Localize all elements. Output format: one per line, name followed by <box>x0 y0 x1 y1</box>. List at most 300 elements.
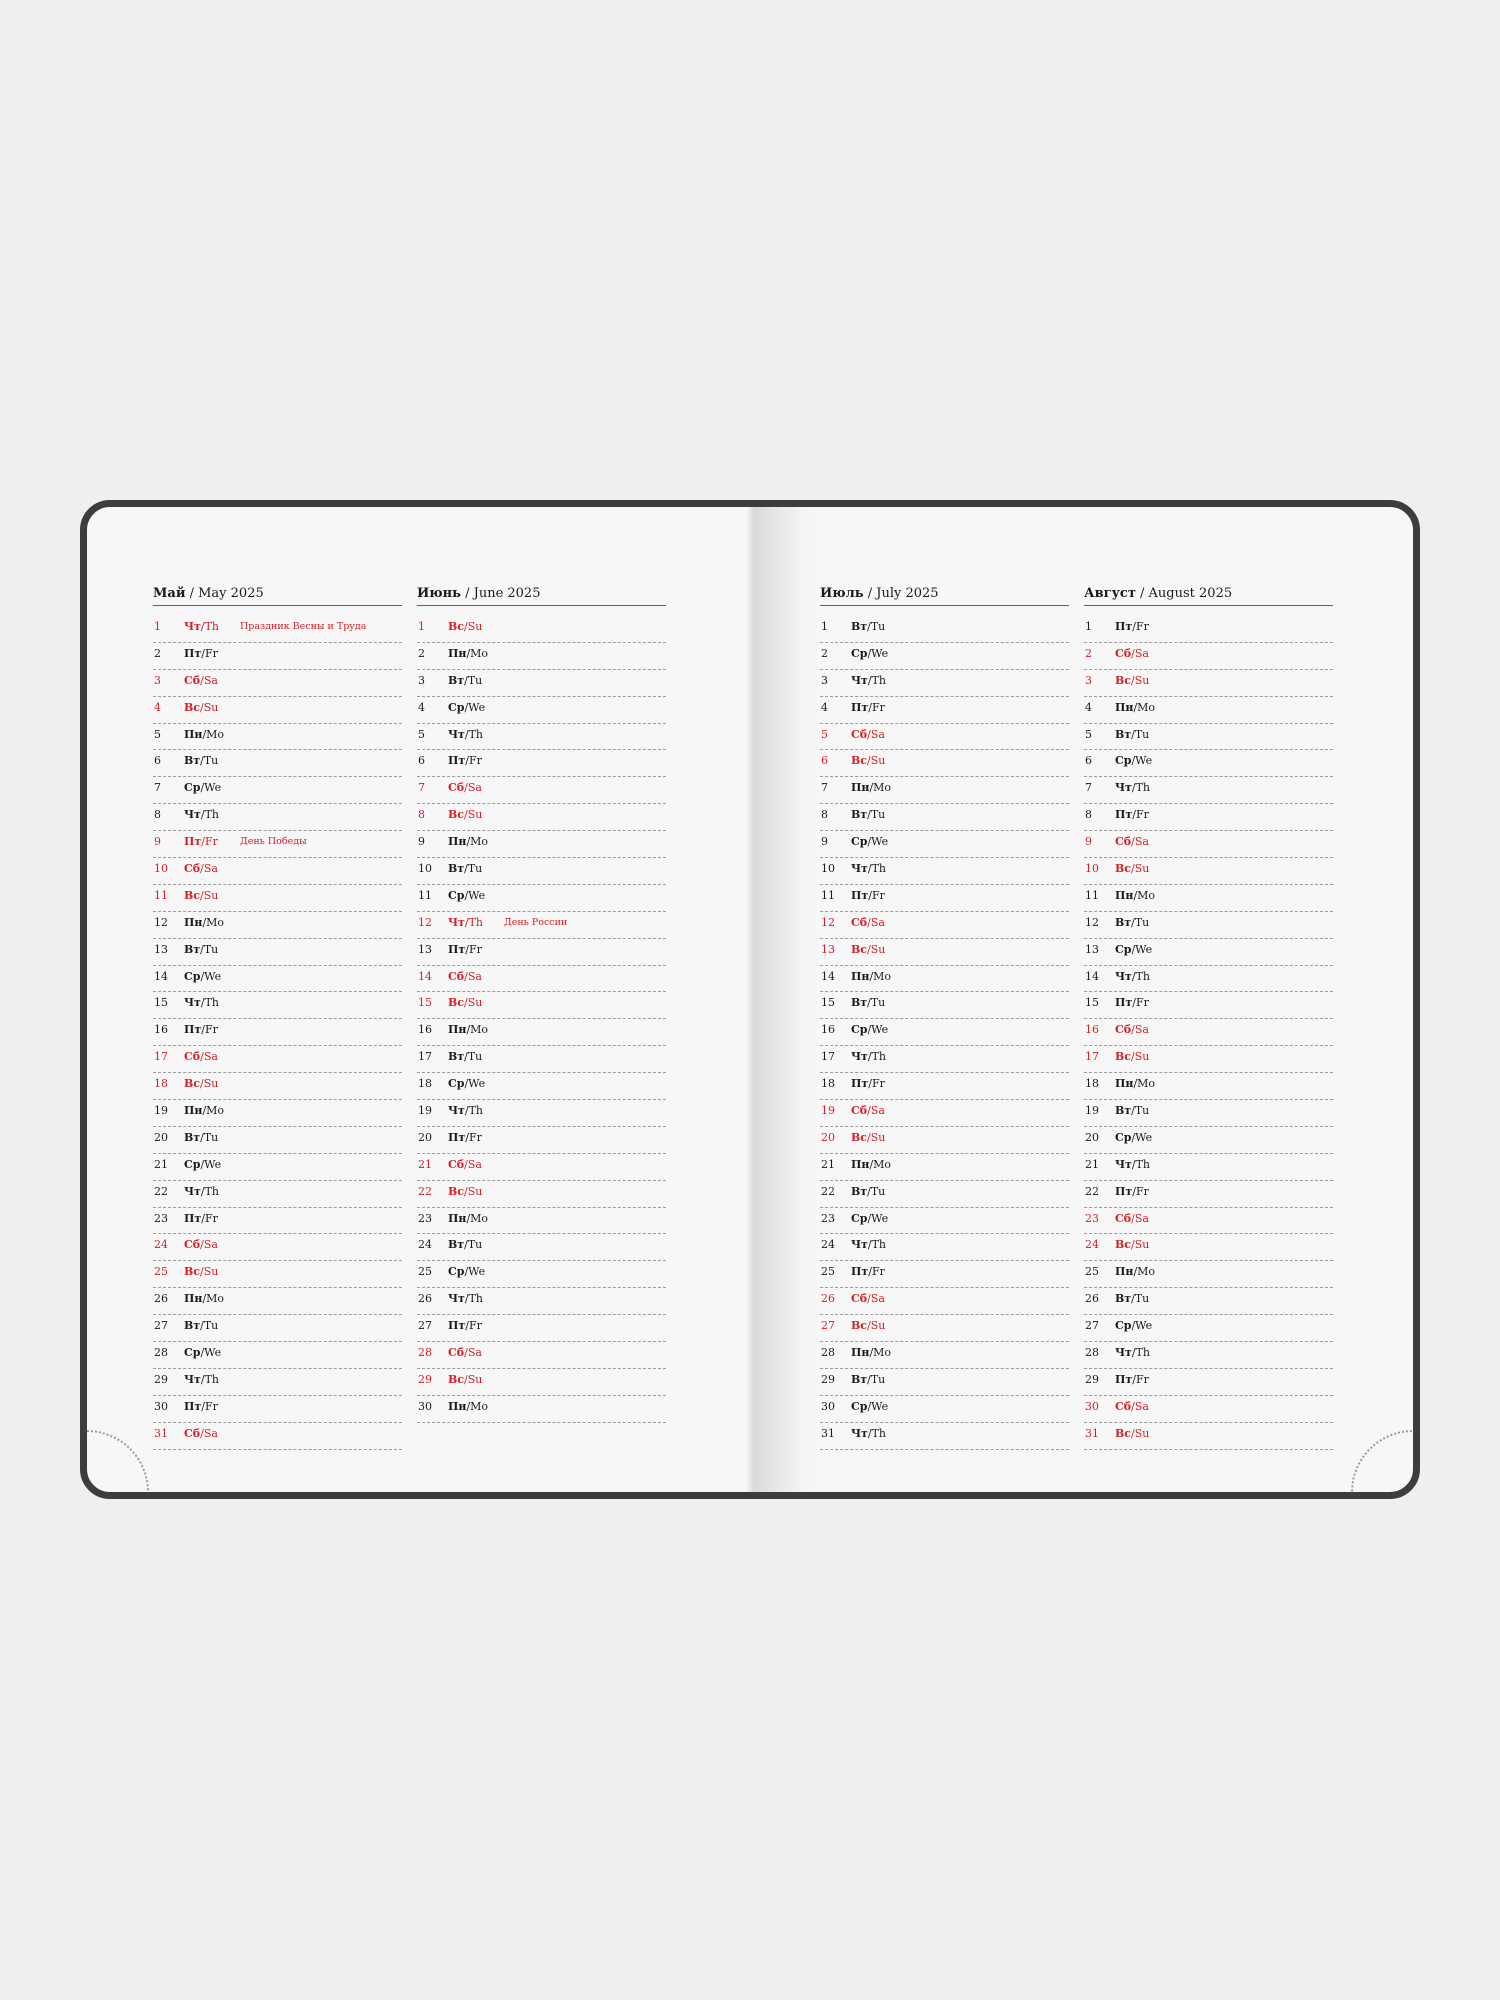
weekday-ru: Ср <box>1115 1319 1132 1333</box>
day-row <box>1084 831 1333 858</box>
day-row <box>153 1154 402 1181</box>
day-number: 31 <box>1085 1426 1099 1440</box>
weekday-ru: Пт <box>1115 808 1133 822</box>
weekday-en: Fr <box>1135 620 1149 633</box>
day-row <box>820 1261 1069 1288</box>
weekday: Пт/Fr <box>1115 1372 1149 1386</box>
weekday-ru: Вт <box>851 620 868 633</box>
weekday-ru: Пн <box>448 1399 467 1413</box>
day-number: 16 <box>1085 1023 1099 1037</box>
weekday: Вс/Su <box>448 808 483 822</box>
weekday-en: Mo <box>470 646 489 660</box>
weekday: Пн/Mo <box>184 727 225 741</box>
day-row <box>1084 750 1333 777</box>
weekday-ru: Ср <box>184 1346 201 1360</box>
weekday-en: Mo <box>873 969 892 983</box>
day-row <box>1084 939 1333 966</box>
weekday: Вт/Tu <box>851 1184 886 1198</box>
weekday-ru: Сб <box>184 862 201 876</box>
day-number: 21 <box>154 1157 168 1171</box>
weekday: Ср/We <box>851 835 889 849</box>
holiday-label: День России <box>504 916 568 928</box>
day-row <box>153 1234 402 1261</box>
weekday-ru: Сб <box>851 727 868 741</box>
weekday: Вт/Tu <box>1115 1104 1150 1118</box>
day-row <box>417 1127 666 1154</box>
day-row <box>1084 1019 1333 1046</box>
day-number: 25 <box>821 1265 835 1279</box>
weekday-en: Th <box>204 808 220 822</box>
weekday: Вт/Tu <box>448 862 483 876</box>
month-title: Июнь / June 2025 <box>417 584 666 606</box>
day-number: 18 <box>154 1077 168 1091</box>
weekday: Пт/Fr <box>448 1130 482 1144</box>
month-title-en: May 2025 <box>198 586 264 601</box>
day-row <box>417 616 666 643</box>
day-row <box>153 1261 402 1288</box>
weekday-ru: Вт <box>851 808 868 822</box>
day-row <box>153 670 402 697</box>
weekday-ru: Чт <box>184 996 201 1010</box>
weekday: Сб/Sa <box>184 1426 218 1440</box>
weekday-ru: Чт <box>184 620 201 633</box>
weekday-en: Fr <box>871 1265 885 1279</box>
day-row <box>153 1288 402 1315</box>
weekday: Чт/Th <box>851 862 887 876</box>
day-row <box>820 643 1069 670</box>
weekday-en: Su <box>1134 673 1150 687</box>
day-row <box>1084 1073 1333 1100</box>
weekday: Пт/Fr <box>1115 808 1149 822</box>
day-number: 31 <box>821 1426 835 1440</box>
holiday-label: Праздник Весны и Труда <box>240 621 367 632</box>
day-row <box>153 885 402 912</box>
weekday-en: We <box>468 1265 486 1279</box>
day-row <box>153 1073 402 1100</box>
weekday: Вс/Su <box>851 754 886 768</box>
day-row <box>1084 1342 1333 1369</box>
weekday: Вс/Su <box>184 1077 219 1091</box>
day-row <box>417 1073 666 1100</box>
weekday-en: Fr <box>871 888 885 902</box>
weekday: Ср/We <box>1115 1130 1153 1144</box>
weekday: Сб/Sa <box>1115 835 1149 849</box>
weekday-en: We <box>871 1399 889 1413</box>
weekday-en: Fr <box>1135 996 1149 1010</box>
weekday-ru: Чт <box>1115 1157 1132 1171</box>
weekday-ru: Вт <box>851 1372 868 1386</box>
weekday-ru: Вт <box>1115 1292 1132 1306</box>
weekday: Пн/Mo <box>851 1157 892 1171</box>
day-number: 22 <box>154 1184 168 1198</box>
weekday: Пн/Mo <box>851 1346 892 1360</box>
weekday: Чт/Th <box>448 1104 484 1118</box>
weekday-en: Sa <box>870 1104 885 1118</box>
weekday: Сб/Sa <box>851 915 885 929</box>
day-number: 13 <box>154 942 168 956</box>
weekday-ru: Сб <box>448 1157 465 1171</box>
month-title-en: June 2025 <box>473 586 541 601</box>
day-number: 23 <box>418 1211 432 1225</box>
weekday: Чт/Th <box>1115 1157 1151 1171</box>
day-row <box>1084 616 1333 643</box>
weekday: Вт/Tu <box>851 1372 886 1386</box>
weekday-ru: Пт <box>184 1399 202 1413</box>
day-row <box>417 777 666 804</box>
day-number: 2 <box>1085 646 1092 660</box>
weekday: Сб/Sa <box>184 1238 218 1252</box>
day-number: 7 <box>154 781 161 795</box>
weekday-ru: Чт <box>851 1426 868 1440</box>
weekday-en: Fr <box>204 646 218 660</box>
weekday-ru: Чт <box>448 727 465 741</box>
weekday-ru: Вт <box>1115 727 1132 741</box>
weekday: Ср/We <box>448 1265 486 1279</box>
weekday-en: Mo <box>206 727 225 741</box>
day-number: 22 <box>821 1184 835 1198</box>
weekday-ru: Пт <box>448 1130 466 1144</box>
weekday-ru: Чт <box>448 1292 465 1306</box>
weekday: Вт/Tu <box>448 1050 483 1064</box>
weekday-en: Fr <box>871 700 885 714</box>
day-row <box>153 1369 402 1396</box>
day-number: 12 <box>821 915 835 929</box>
weekday-ru: Сб <box>851 915 868 929</box>
weekday: Ср/We <box>851 1211 889 1225</box>
weekday: Ср/We <box>851 1399 889 1413</box>
day-number: 1 <box>1085 620 1092 633</box>
weekday-ru: Ср <box>184 1157 201 1171</box>
weekday: Пн/Mo <box>184 1292 225 1306</box>
weekday-en: Su <box>1134 1050 1150 1064</box>
day-number: 26 <box>1085 1292 1099 1306</box>
day-number: 8 <box>821 808 828 822</box>
weekday: Сб/Sa <box>184 862 218 876</box>
weekday-en: Tu <box>467 1050 483 1064</box>
weekday: Чт/Th <box>184 996 220 1010</box>
day-row <box>820 1315 1069 1342</box>
day-row <box>820 724 1069 751</box>
day-number: 16 <box>418 1023 432 1037</box>
weekday-ru: Сб <box>1115 1023 1132 1037</box>
day-number: 7 <box>418 781 425 795</box>
day-number: 13 <box>821 942 835 956</box>
weekday: Сб/Sa <box>184 1050 218 1064</box>
weekday: Пн/Mo <box>851 969 892 983</box>
day-row <box>1084 992 1333 1019</box>
weekday-en: Th <box>1135 969 1151 983</box>
day-number: 20 <box>154 1130 168 1144</box>
weekday: Чт/Th <box>851 673 887 687</box>
weekday-en: Th <box>871 862 887 876</box>
weekday-ru: Вс <box>851 942 867 956</box>
weekday-ru: Ср <box>851 835 868 849</box>
day-row <box>153 750 402 777</box>
weekday-ru: Ср <box>448 888 465 902</box>
day-number: 4 <box>418 700 425 714</box>
weekday: Пн/Mo <box>448 1023 489 1037</box>
day-row <box>417 992 666 1019</box>
weekday-en: Su <box>203 1077 219 1091</box>
weekday-ru: Сб <box>1115 1211 1132 1225</box>
weekday-ru: Пн <box>1115 888 1134 902</box>
day-number: 6 <box>154 754 161 768</box>
weekday: Сб/Sa <box>448 969 482 983</box>
weekday-en: Fr <box>204 1023 218 1037</box>
day-row <box>153 1423 402 1450</box>
weekday: Сб/Sa <box>448 781 482 795</box>
day-row <box>1084 1423 1333 1450</box>
weekday-en: Su <box>203 888 219 902</box>
day-row <box>1084 1396 1333 1423</box>
day-number: 28 <box>154 1346 168 1360</box>
weekday-ru: Вс <box>184 1265 200 1279</box>
day-number: 11 <box>821 888 835 902</box>
weekday-en: Th <box>204 620 220 633</box>
weekday: Вс/Su <box>184 1265 219 1279</box>
day-row <box>820 670 1069 697</box>
weekday-en: Fr <box>871 1077 885 1091</box>
weekday-en: Mo <box>206 1292 225 1306</box>
weekday-ru: Вт <box>851 1184 868 1198</box>
day-row <box>153 724 402 751</box>
weekday: Сб/Sa <box>851 727 885 741</box>
weekday-en: Su <box>467 1184 483 1198</box>
day-row <box>1084 1181 1333 1208</box>
weekday: Вс/Su <box>448 996 483 1010</box>
day-list <box>417 616 666 1423</box>
weekday-ru: Пт <box>448 1319 466 1333</box>
weekday-ru: Ср <box>1115 942 1132 956</box>
day-row <box>820 1019 1069 1046</box>
day-number: 29 <box>1085 1372 1099 1386</box>
weekday-en: Mo <box>470 835 489 849</box>
weekday-ru: Пн <box>448 646 467 660</box>
day-row <box>820 939 1069 966</box>
day-row <box>1084 1127 1333 1154</box>
day-row <box>1084 966 1333 993</box>
weekday: Вс/Su <box>851 1130 886 1144</box>
weekday-ru: Пн <box>851 781 870 795</box>
weekday-en: Fr <box>1135 808 1149 822</box>
weekday-ru: Пн <box>851 969 870 983</box>
weekday: Ср/We <box>448 700 486 714</box>
weekday: Ср/We <box>184 781 222 795</box>
weekday-en: Tu <box>203 942 219 956</box>
day-number: 10 <box>821 862 835 876</box>
day-row <box>820 697 1069 724</box>
day-number: 5 <box>821 727 828 741</box>
day-number: 19 <box>1085 1104 1099 1118</box>
day-number: 2 <box>418 646 425 660</box>
weekday-en: Sa <box>1134 646 1149 660</box>
day-number: 28 <box>821 1346 835 1360</box>
weekday-en: Th <box>468 727 484 741</box>
weekday: Вт/Tu <box>851 620 886 633</box>
day-number: 30 <box>154 1399 168 1413</box>
weekday-ru: Вт <box>1115 915 1132 929</box>
day-number: 14 <box>1085 969 1099 983</box>
weekday-en: Su <box>467 1372 483 1386</box>
weekday-ru: Чт <box>1115 1346 1132 1360</box>
weekday: Ср/We <box>184 969 222 983</box>
day-number: 4 <box>1085 700 1092 714</box>
weekday: Пн/Mo <box>448 1399 489 1413</box>
weekday-ru: Чт <box>851 862 868 876</box>
day-row <box>153 966 402 993</box>
weekday: Ср/We <box>448 888 486 902</box>
weekday: Вт/Tu <box>184 754 219 768</box>
weekday: Чт/Th <box>184 1372 220 1386</box>
weekday: Пт/Fr <box>851 1265 885 1279</box>
corner-pocket-marking <box>80 1430 149 1499</box>
weekday-en: We <box>1135 942 1153 956</box>
weekday-ru: Пт <box>1115 620 1133 633</box>
day-number: 29 <box>821 1372 835 1386</box>
weekday: Чт/Th <box>851 1426 887 1440</box>
weekday-ru: Вт <box>184 1130 201 1144</box>
weekday-en: We <box>871 835 889 849</box>
day-row <box>820 1234 1069 1261</box>
day-number: 7 <box>1085 781 1092 795</box>
weekday: Пт/Fr <box>851 700 885 714</box>
weekday-en: We <box>871 646 889 660</box>
weekday-ru: Пт <box>184 1211 202 1225</box>
weekday: Пт/Fr <box>184 1211 218 1225</box>
weekday-ru: Вс <box>448 1184 464 1198</box>
day-row <box>153 1181 402 1208</box>
day-row <box>1084 670 1333 697</box>
day-number: 8 <box>154 808 161 822</box>
day-number: 3 <box>1085 673 1092 687</box>
day-number: 21 <box>821 1157 835 1171</box>
weekday-en: Th <box>1135 1157 1151 1171</box>
weekday-en: Sa <box>467 781 482 795</box>
day-row <box>1084 885 1333 912</box>
weekday-en: We <box>1135 754 1153 768</box>
weekday: Вт/Tu <box>448 1238 483 1252</box>
day-row <box>417 750 666 777</box>
weekday-ru: Сб <box>448 1346 465 1360</box>
weekday-en: Th <box>871 1426 887 1440</box>
weekday-ru: Вс <box>448 808 464 822</box>
day-row <box>820 885 1069 912</box>
weekday-en: Fr <box>204 1399 218 1413</box>
day-row <box>153 616 402 643</box>
day-row <box>153 777 402 804</box>
day-row <box>1084 1369 1333 1396</box>
month-title: Август / August 2025 <box>1084 584 1333 606</box>
weekday: Пт/Fr <box>448 1319 482 1333</box>
weekday-en: We <box>468 1077 486 1091</box>
weekday-ru: Чт <box>851 1238 868 1252</box>
day-number: 11 <box>418 888 432 902</box>
day-number: 1 <box>821 620 828 633</box>
weekday-ru: Вс <box>851 1130 867 1144</box>
weekday: Сб/Sa <box>1115 1023 1149 1037</box>
weekday: Вс/Su <box>448 1184 483 1198</box>
weekday-ru: Вс <box>184 888 200 902</box>
day-number: 4 <box>154 700 161 714</box>
month-title: Май / May 2025 <box>153 584 402 606</box>
weekday: Сб/Sa <box>851 1104 885 1118</box>
day-row <box>820 1342 1069 1369</box>
weekday-en: Mo <box>873 1346 892 1360</box>
day-row <box>1084 697 1333 724</box>
weekday-ru: Пт <box>1115 1184 1133 1198</box>
day-number: 30 <box>1085 1399 1099 1413</box>
weekday: Сб/Sa <box>1115 1211 1149 1225</box>
day-number: 9 <box>418 835 425 849</box>
weekday-ru: Пт <box>448 942 466 956</box>
weekday-ru: Сб <box>184 1238 201 1252</box>
weekday-en: Tu <box>870 1372 886 1386</box>
day-row <box>1084 1261 1333 1288</box>
month-may <box>153 584 402 1450</box>
weekday: Сб/Sa <box>1115 1399 1149 1413</box>
weekday-ru: Пн <box>448 1023 467 1037</box>
day-number: 18 <box>1085 1077 1099 1091</box>
day-row <box>820 1100 1069 1127</box>
weekday: Пт/Fr <box>1115 1184 1149 1198</box>
day-list <box>1084 616 1333 1450</box>
weekday-ru: Пн <box>448 835 467 849</box>
day-number: 18 <box>821 1077 835 1091</box>
weekday-en: Tu <box>467 862 483 876</box>
day-number: 27 <box>821 1319 835 1333</box>
day-row <box>153 939 402 966</box>
day-number: 12 <box>154 915 168 929</box>
weekday: Чт/Th <box>448 1292 484 1306</box>
weekday-en: Mo <box>470 1023 489 1037</box>
weekday-en: Sa <box>467 969 482 983</box>
weekday-ru: Вс <box>184 1077 200 1091</box>
weekday: Пт/Fr <box>851 888 885 902</box>
weekday: Пн/Mo <box>1115 700 1156 714</box>
day-row <box>417 670 666 697</box>
weekday: Вт/Tu <box>851 808 886 822</box>
weekday-ru: Пн <box>1115 1265 1134 1279</box>
day-row <box>1084 1208 1333 1235</box>
day-number: 17 <box>418 1050 432 1064</box>
day-number: 6 <box>418 754 425 768</box>
corner-pocket-marking <box>1351 1430 1420 1499</box>
day-number: 10 <box>1085 862 1099 876</box>
day-row <box>820 831 1069 858</box>
weekday: Вс/Su <box>1115 673 1150 687</box>
weekday-ru: Вт <box>448 1238 465 1252</box>
weekday-en: Su <box>467 620 483 633</box>
day-number: 30 <box>418 1399 432 1413</box>
weekday-en: Tu <box>1134 1104 1150 1118</box>
weekday-ru: Чт <box>448 1104 465 1118</box>
weekday-ru: Пт <box>1115 1372 1133 1386</box>
weekday-en: Tu <box>467 1238 483 1252</box>
day-row <box>820 1154 1069 1181</box>
weekday-en: We <box>871 1023 889 1037</box>
weekday-ru: Чт <box>851 1050 868 1064</box>
weekday: Вс/Su <box>184 700 219 714</box>
day-row <box>820 966 1069 993</box>
day-row <box>417 1369 666 1396</box>
left-page <box>87 507 752 1492</box>
weekday-ru: Пт <box>184 1023 202 1037</box>
weekday-ru: Пн <box>184 1292 203 1306</box>
weekday-ru: Вс <box>851 754 867 768</box>
day-row <box>417 724 666 751</box>
day-number: 28 <box>1085 1346 1099 1360</box>
day-row <box>820 1288 1069 1315</box>
